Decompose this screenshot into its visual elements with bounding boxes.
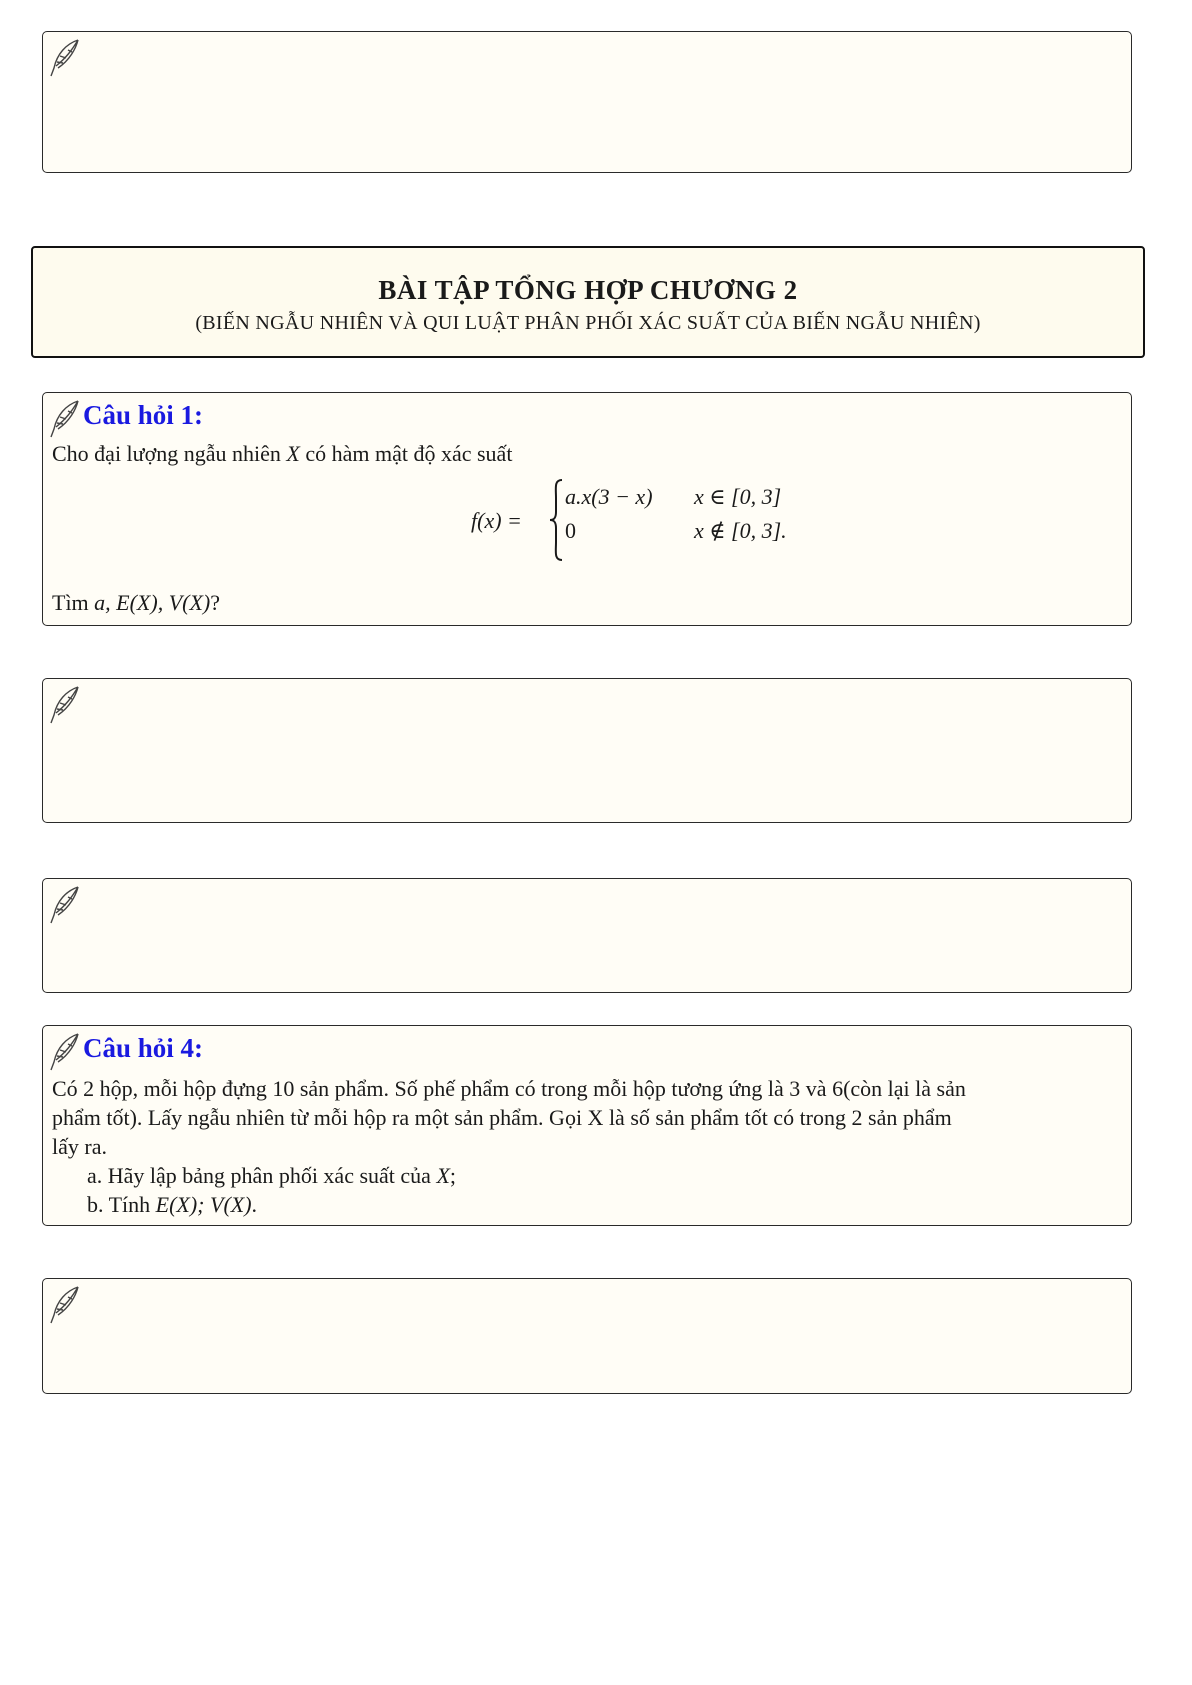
empty-question-box-1: [42, 31, 1132, 173]
question-1-ask: Tìm a, E(X), V(X)?: [52, 590, 220, 615]
quill-icon: [48, 685, 82, 725]
question-4-line-2: phẩm tốt). Lấy ngẫu nhiên từ mỗi hộp ra một sản phẩm. Gọi X là số sản phẩm tốt có trong 2 sản phẩm: [52, 1105, 952, 1130]
question-4-item-a: a. Hãy lập bảng phân phối xác suất của X;: [87, 1163, 457, 1188]
page-subtitle: (BIẾN NGẪU NHIÊN VÀ QUI LUẬT PHÂN PHỐI XÁC SUẤT CỦA BIẾN NGẪU NHIÊN): [195, 312, 981, 334]
question-4-heading: Câu hỏi 4:: [83, 1033, 204, 1063]
case-1-condition: x ∈ [0, 3]: [694, 484, 782, 509]
case-2-condition: x ∉ [0, 3].: [694, 518, 787, 543]
left-brace-icon: [548, 478, 564, 562]
empty-question-box-4: [42, 1278, 1132, 1394]
question-1-box: [42, 392, 1132, 626]
quill-icon: [48, 399, 82, 439]
quill-icon: [48, 1285, 82, 1325]
quill-icon: [48, 1032, 82, 1072]
case-1-expression: a.x(3 − x): [565, 484, 653, 509]
question-4-line-1: Có 2 hộp, mỗi hộp đựng 10 sản phẩm. Số phế phẩm có trong mỗi hộp tương ứng là 3 và 6(còn lại là sản: [52, 1076, 966, 1101]
quill-icon: [48, 885, 82, 925]
question-4-box: [42, 1025, 1132, 1226]
empty-question-box-3: [42, 878, 1132, 993]
formula-lhs: f(x) =: [471, 508, 522, 533]
empty-question-box-2: [42, 678, 1132, 823]
question-4-line-3: lấy ra.: [52, 1134, 107, 1159]
question-1-heading: Câu hỏi 1:: [83, 400, 204, 430]
page-title: BÀI TẬP TỔNG HỢP CHƯƠNG 2: [378, 275, 798, 305]
chapter-title-box: [31, 246, 1145, 358]
case-2-expression: 0: [565, 518, 576, 543]
quill-icon: [48, 38, 82, 78]
question-1-intro: Cho đại lượng ngẫu nhiên X có hàm mật độ xác suất: [52, 441, 513, 466]
question-4-item-b: b. Tính E(X); V(X).: [87, 1192, 258, 1217]
